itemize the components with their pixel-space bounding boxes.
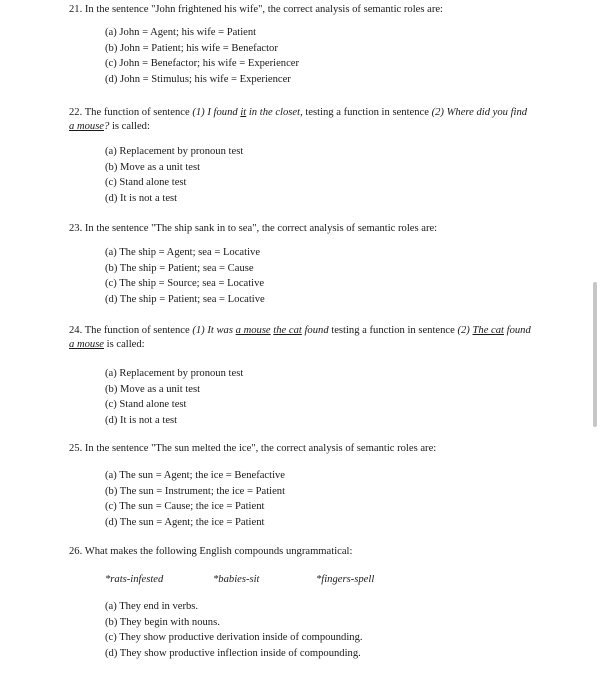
option-c: (c) The ship = Source; sea = Locative: [105, 278, 265, 289]
question-24-stem: 24. The function of sentence (1) It was a mouse the cat found testing a function in sentence (2) The cat found a mouse is called:: [69, 325, 531, 350]
question-25-options: [105, 468, 285, 530]
question-25-stem: 25. In the sentence "The sun melted the ice", the correct analysis of semantic roles are:: [69, 443, 437, 454]
option-d: (d) John = Stimulus; his wife = Experiencer: [105, 73, 291, 85]
option-d: (d) It is not a test: [105, 414, 178, 426]
question-21: [69, 3, 531, 85]
option-a: (a) Replacement by pronoun test: [105, 368, 244, 379]
compound-fingers-spell: *fingers-spell: [316, 574, 375, 585]
option-a: (a) They end in verbs.: [105, 601, 199, 612]
question-23-stem: 23. In the sentence "The ship sank in to sea", the correct analysis of semantic roles are:: [69, 223, 438, 234]
option-c: (c) They show productive derivation inside of compounding.: [105, 632, 363, 643]
option-a: (a) The sun = Agent; the ice = Benefactive: [105, 470, 286, 481]
option-c: (c) John = Benefactor; his wife = Experiencer: [105, 58, 300, 69]
option-b: (b) Move as a unit test: [105, 383, 201, 395]
question-24: [69, 324, 531, 426]
option-d: (d) It is not a test: [105, 192, 178, 204]
compound-babies-sit: *babies-sit: [213, 574, 260, 585]
option-b: (b) The ship = Patient; sea = Cause: [105, 262, 254, 274]
option-d: (d) The ship = Patient; sea = Locative: [105, 293, 265, 305]
option-d: (d) They show productive inflection inside of compounding.: [105, 647, 361, 659]
option-b: (b) John = Patient; his wife = Benefactor: [105, 42, 278, 54]
question-21-options: [105, 25, 299, 87]
compound-rats-infested: *rats-infested: [105, 574, 164, 585]
vertical-scrollbar[interactable]: [593, 282, 597, 427]
question-22-stem: 22. The function of sentence (1) I found it in the closet, testing a function in sentence (2) Where did you find a mouse? is called:: [69, 107, 528, 132]
question-21-stem: 21. In the sentence "John frightened his wife", the correct analysis of semantic roles are:: [69, 4, 444, 15]
option-c: (c) Stand alone test: [105, 177, 187, 188]
question-26-stem: 26. What makes the following English compounds ungrammatical:: [69, 546, 353, 557]
option-b: (b) The sun = Instrument; the ice = Patient: [105, 485, 286, 497]
question-22-options: [105, 144, 243, 206]
option-b: (b) They begin with nouns.: [105, 616, 220, 628]
option-c: (c) Stand alone test: [105, 399, 187, 410]
question-26-options: [105, 599, 363, 661]
option-a: (a) Replacement by pronoun test: [105, 146, 244, 157]
question-25: [69, 442, 531, 528]
option-a: (a) The ship = Agent; sea = Locative: [105, 247, 261, 258]
option-c: (c) The sun = Cause; the ice = Patient: [105, 501, 265, 512]
option-d: (d) The sun = Agent; the ice = Patient: [105, 516, 265, 528]
question-23: [69, 222, 531, 305]
question-24-options: [105, 366, 243, 428]
question-22: [69, 106, 531, 204]
question-23-options: [105, 245, 265, 307]
option-a: (a) John = Agent; his wife = Patient: [105, 27, 257, 38]
option-b: (b) Move as a unit test: [105, 161, 201, 173]
question-26: [69, 545, 531, 659]
